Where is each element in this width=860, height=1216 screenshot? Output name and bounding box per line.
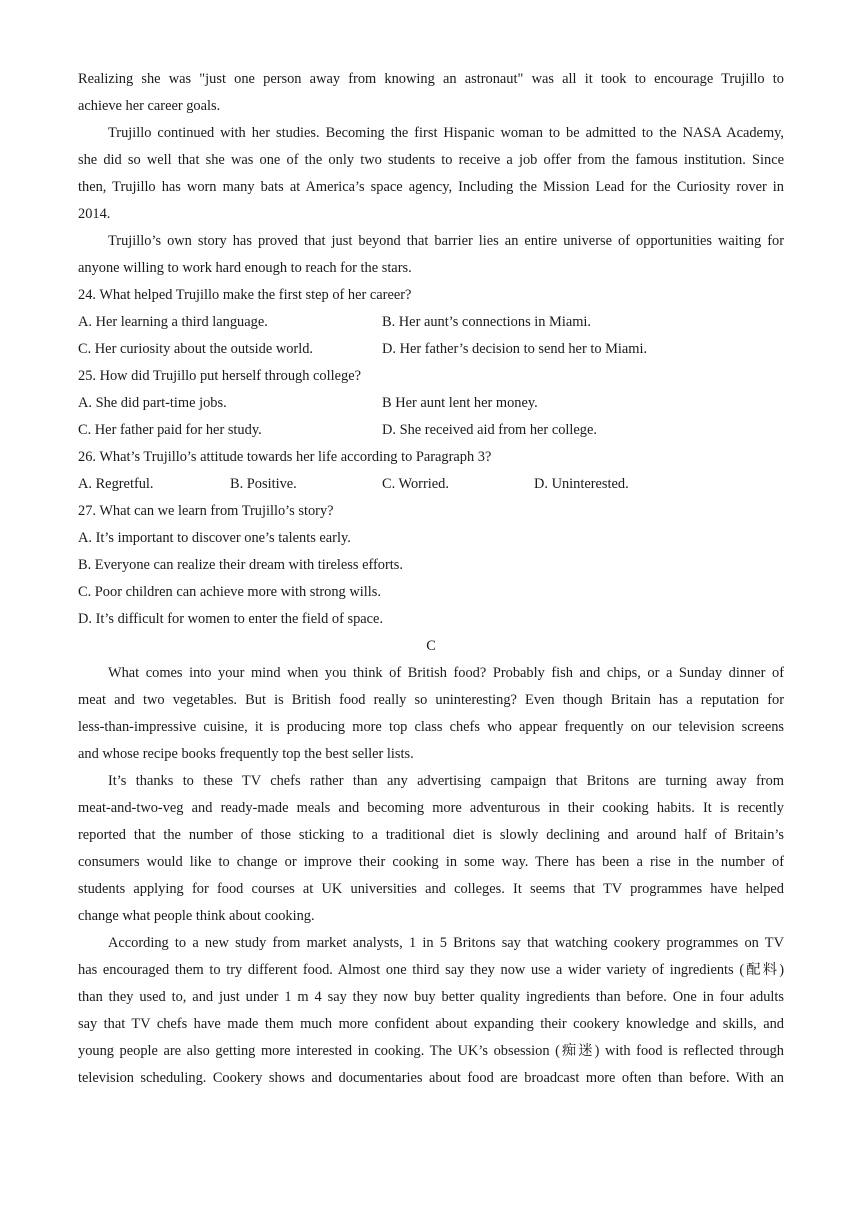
option-a: A. It’s important to discover one’s talents early. [78, 530, 351, 546]
option-row [78, 336, 784, 363]
text-line: Trujillo continued with her studies. Becoming the first Hispanic woman to be admitted to the NASA Academy, [108, 125, 784, 141]
section-heading: C [426, 638, 436, 654]
text-line: Trujillo’s own story has proved that just beyond that barrier lies an entire universe of opportunities waiting for [108, 233, 784, 249]
text-line: less-than-impressive cuisine, it is producing more top class chefs who appear frequently on our television screens [78, 719, 784, 735]
text-line: consumers would like to change or improve their cooking in some way. There has been a rise in the number of [78, 854, 784, 870]
text-line: It’s thanks to these TV chefs rather than any advertising campaign that Britons are turning away from [108, 773, 784, 789]
text-line: students applying for food courses at UK universities and colleges. It seems that TV programmes have helped [78, 881, 784, 897]
text-line: than they used to, and just under 1 m 4 say they now buy better quality ingredients than before. One in four adults [78, 989, 784, 1005]
option-row [78, 471, 784, 498]
paragraph [78, 930, 784, 1092]
text-line: meat-and-two-veg and ready-made meals and becoming more adventurous in their cooking habits. It is recently [78, 800, 784, 816]
question-stem: 27. What can we learn from Trujillo’s story? [78, 503, 334, 519]
question-27 [78, 498, 784, 633]
text-line: change what people think about cooking. [78, 908, 315, 924]
question-stem: 26. What’s Trujillo’s attitude towards her life according to Paragraph 3? [78, 449, 492, 465]
text-line: and whose recipe books frequently top the best seller lists. [78, 746, 414, 762]
text-line: television scheduling. Cookery shows and documentaries about food are broadcast more often than before. With an [78, 1070, 784, 1086]
text-line: What comes into your mind when you think of British food? Probably fish and chips, or a Sunday dinner of [108, 665, 784, 681]
option-a: A. Her learning a third language. [78, 314, 268, 330]
question-24 [78, 282, 784, 363]
option-row [78, 390, 784, 417]
text-line: she did so well that she was one of the only two students to receive a job offer from the famous institution. Since [78, 152, 784, 168]
option-a: A. She did part-time jobs. [78, 395, 227, 411]
question-stem: 25. How did Trujillo put herself through college? [78, 368, 361, 384]
option-b: B. Positive. [230, 476, 297, 492]
option-a: A. Regretful. [78, 476, 154, 492]
option-c: C. Worried. [382, 476, 449, 492]
option-d: D. She received aid from her college. [382, 422, 597, 438]
text-line: Realizing she was "just one person away from knowing an astronaut" was all it took to encourage Trujillo to [78, 71, 784, 87]
option-row [78, 417, 784, 444]
option-b: B. Everyone can realize their dream with tireless efforts. [78, 557, 403, 573]
text-line: has encouraged them to try different food. Almost one third say they now use a wider variety of ingredients (配料) [78, 962, 784, 978]
option-d: D. Uninterested. [534, 476, 629, 492]
text-line: then, Trujillo has worn many bats at America’s space agency, Including the Mission Lead for the Curiosity rover in [78, 179, 784, 195]
document-page [78, 66, 784, 1092]
option-c: C. Her father paid for her study. [78, 422, 262, 438]
paragraph [78, 120, 784, 228]
text-line: achieve her career goals. [78, 98, 221, 114]
text-line: young people are also getting more interested in cooking. The UK’s obsession (痴迷) with food is reflected through [78, 1043, 784, 1059]
paragraph [78, 228, 784, 282]
option-c: C. Poor children can achieve more with strong wills. [78, 584, 381, 600]
text-line: meat and two vegetables. But is British food really so uninteresting? Even though Britain has a reputation for [78, 692, 784, 708]
paragraph [78, 660, 784, 768]
question-stem: 24. What helped Trujillo make the first step of her career? [78, 287, 412, 303]
option-row [78, 309, 784, 336]
option-c: C. Her curiosity about the outside world. [78, 341, 314, 357]
option-b: B Her aunt lent her money. [382, 395, 538, 411]
text-line: say that TV chefs have made them much more confident about expanding their cookery knowledge and skills, and [78, 1016, 784, 1032]
paragraph [78, 66, 784, 120]
option-b: B. Her aunt’s connections in Miami. [382, 314, 592, 330]
text-line: reported that the number of those sticking to a traditional diet is slowly declining and around half of Britain’s [78, 827, 784, 843]
text-line: 2014. [78, 206, 111, 222]
paragraph [78, 768, 784, 930]
option-d: D. It’s difficult for women to enter the field of space. [78, 611, 384, 627]
text-line: According to a new study from market analysts, 1 in 5 Britons say that watching cookery programmes on TV [108, 935, 784, 951]
question-26 [78, 444, 784, 498]
question-25 [78, 363, 784, 444]
text-line: anyone willing to work hard enough to reach for the stars. [78, 260, 412, 276]
option-d: D. Her father’s decision to send her to Miami. [382, 341, 648, 357]
